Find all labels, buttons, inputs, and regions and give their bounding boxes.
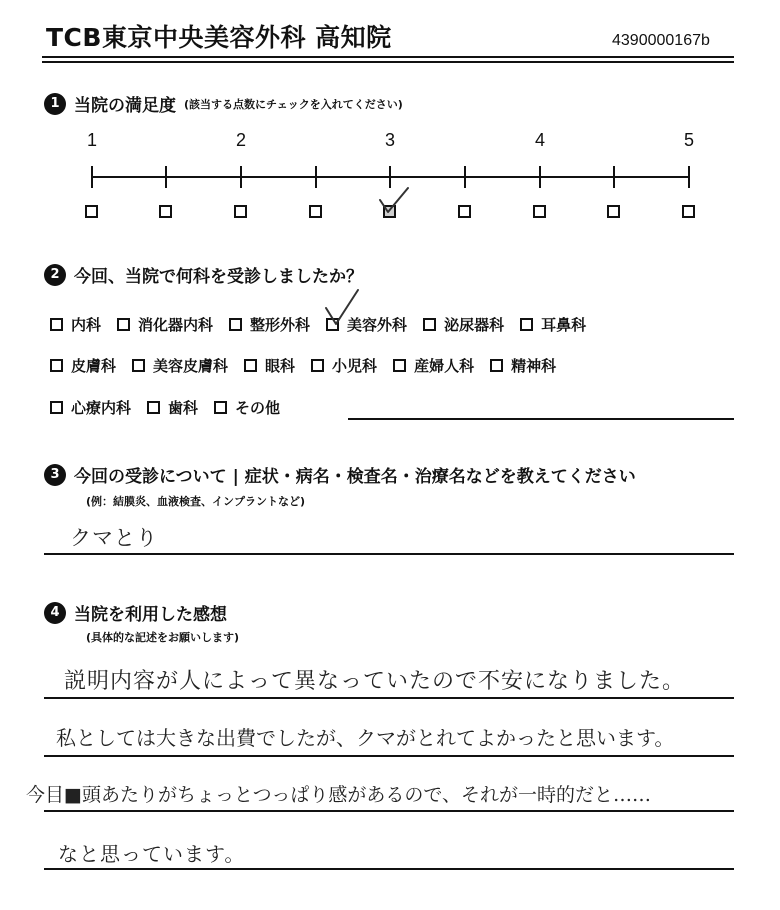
q2-option-checkbox[interactable]	[490, 359, 503, 372]
q4-answer-line-text: 今目■頭あたりがちょっとつっぱり感があるので、それが一時的だと……	[26, 784, 652, 806]
q3-answer-line[interactable]	[44, 553, 734, 555]
q4-answer-line[interactable]	[44, 868, 734, 870]
q1-scale-tick	[389, 166, 391, 188]
q2-option-label: 精神科	[511, 357, 557, 375]
q2-option-label: 小児科	[332, 357, 378, 375]
q2-other-line[interactable]	[348, 418, 734, 420]
q2-option[interactable]	[214, 397, 280, 418]
q2-option[interactable]	[50, 397, 131, 418]
q1-checkbox[interactable]	[234, 205, 247, 218]
q2-option[interactable]	[50, 355, 116, 376]
q2-option-checkbox[interactable]	[50, 359, 63, 372]
q4-answer-line-text: 私としては大きな出費でしたが、クマがとれてよかったと思います。	[56, 726, 675, 750]
q2-option-label: 産婦人科	[414, 357, 475, 375]
q1-checkbox[interactable]	[159, 205, 172, 218]
q2-title: 今回、当院で何科を受診しましたか？	[74, 267, 363, 287]
q2-option[interactable]	[132, 355, 228, 376]
q1-checkbox[interactable]	[309, 205, 322, 218]
q2-option-checkbox-checked[interactable]	[326, 318, 339, 331]
q2-row-3	[50, 397, 290, 418]
q2-option-checkbox[interactable]	[423, 318, 436, 331]
q2-option[interactable]	[393, 355, 474, 376]
q2-option-label: 内科	[71, 316, 102, 334]
q4-answer-line[interactable]	[44, 755, 734, 757]
q2-option-checkbox[interactable]	[520, 318, 533, 331]
q2-number-badge: 2	[44, 264, 66, 286]
q2-option-label: 泌尿器科	[444, 316, 505, 334]
q2-option-label: 皮膚科	[71, 357, 117, 375]
q1-checkmark-icon	[374, 184, 414, 224]
q1-note: (該当する点数にチェックを入れてください)	[184, 97, 403, 111]
q3-note: (例：結膜炎、血液検査、インプラントなど)	[86, 495, 306, 508]
q2-option-checked[interactable]	[326, 314, 407, 335]
q1-scale-tick	[613, 166, 615, 188]
q1-scale-label-1: 1	[86, 130, 97, 150]
q1-checkbox[interactable]	[85, 205, 98, 218]
q4-note: (具体的な記述をお願いします)	[86, 631, 240, 644]
q3-title: 今回の受診について | 症状・病名・検査名・治療名などを教えてください	[74, 467, 636, 487]
q1-scale-label-5: 5	[683, 130, 694, 150]
q2-option[interactable]	[520, 314, 586, 335]
header-rule-top	[42, 56, 734, 58]
q2-option[interactable]	[50, 314, 101, 335]
q1-scale-tick	[464, 166, 466, 188]
q1-number-badge: 1	[44, 93, 66, 115]
q1-scale-label-2: 2	[235, 130, 246, 150]
q4-answer-line-text: 説明内容が人によって異なっていたので不安になりました。	[64, 669, 686, 694]
q2-option[interactable]	[117, 314, 213, 335]
q2-option-checkbox[interactable]	[50, 401, 63, 414]
q2-option-label: 耳鼻科	[541, 316, 587, 334]
form-code: 4390000167b	[612, 32, 710, 49]
q4-title: 当院を利用した感想	[74, 605, 227, 625]
q1-scale-tick	[165, 166, 167, 188]
q2-option[interactable]	[147, 397, 198, 418]
q2-option-checkbox[interactable]	[132, 359, 145, 372]
q2-option-checkbox[interactable]	[229, 318, 242, 331]
q4-header	[44, 600, 227, 625]
q4-answer-line[interactable]	[44, 697, 734, 699]
q2-option-label: 消化器内科	[138, 316, 214, 334]
q3-number-badge: 3	[44, 464, 66, 486]
q1-scale-tick	[91, 166, 93, 188]
q4-answer-line[interactable]	[44, 810, 734, 812]
q2-option-label: 歯科	[168, 399, 199, 417]
q2-row-1	[50, 314, 586, 335]
q2-option-label: 心療内科	[71, 399, 132, 417]
q2-option[interactable]	[423, 314, 504, 335]
q2-option[interactable]	[490, 355, 556, 376]
q1-scale-label-4: 4	[534, 130, 545, 150]
q1-checkbox-checked[interactable]	[383, 205, 396, 218]
q2-option[interactable]	[229, 314, 310, 335]
q2-row-2	[50, 355, 556, 376]
q2-option-label: 美容皮膚科	[153, 357, 229, 375]
q1-header	[44, 91, 403, 116]
q4-number-badge: 4	[44, 602, 66, 624]
q1-scale-tick	[315, 166, 317, 188]
q2-option-checkbox[interactable]	[214, 401, 227, 414]
q2-option[interactable]	[311, 355, 377, 376]
q4-answer-line-text: なと思っています。	[58, 842, 246, 866]
q1-checkbox[interactable]	[682, 205, 695, 218]
q1-checkbox[interactable]	[458, 205, 471, 218]
q2-option[interactable]	[244, 355, 295, 376]
q2-option-checkbox[interactable]	[147, 401, 160, 414]
q1-scale-tick	[539, 166, 541, 188]
q2-option-label: 整形外科	[250, 316, 311, 334]
q2-option-label: 眼科	[265, 357, 296, 375]
q1-checkbox[interactable]	[607, 205, 620, 218]
q2-option-checkbox[interactable]	[311, 359, 324, 372]
q1-scale-tick	[240, 166, 242, 188]
header-rule-bottom	[42, 61, 734, 63]
q2-option-checkbox[interactable]	[393, 359, 406, 372]
q2-header	[44, 262, 363, 287]
q1-checkbox[interactable]	[533, 205, 546, 218]
q1-scale-label-3: 3	[384, 130, 395, 150]
q3-header	[44, 462, 636, 487]
q2-option-label: 美容外科	[347, 316, 408, 334]
q2-option-checkbox[interactable]	[244, 359, 257, 372]
q3-answer-text: クマとり	[70, 526, 158, 550]
form-title: TCB東京中央美容外科 高知院	[46, 23, 392, 52]
q1-title: 当院の満足度	[74, 96, 176, 116]
q2-option-checkbox[interactable]	[50, 318, 63, 331]
q1-scale-tick	[688, 166, 690, 188]
q2-option-checkbox[interactable]	[117, 318, 130, 331]
q2-option-label: その他	[235, 399, 281, 417]
